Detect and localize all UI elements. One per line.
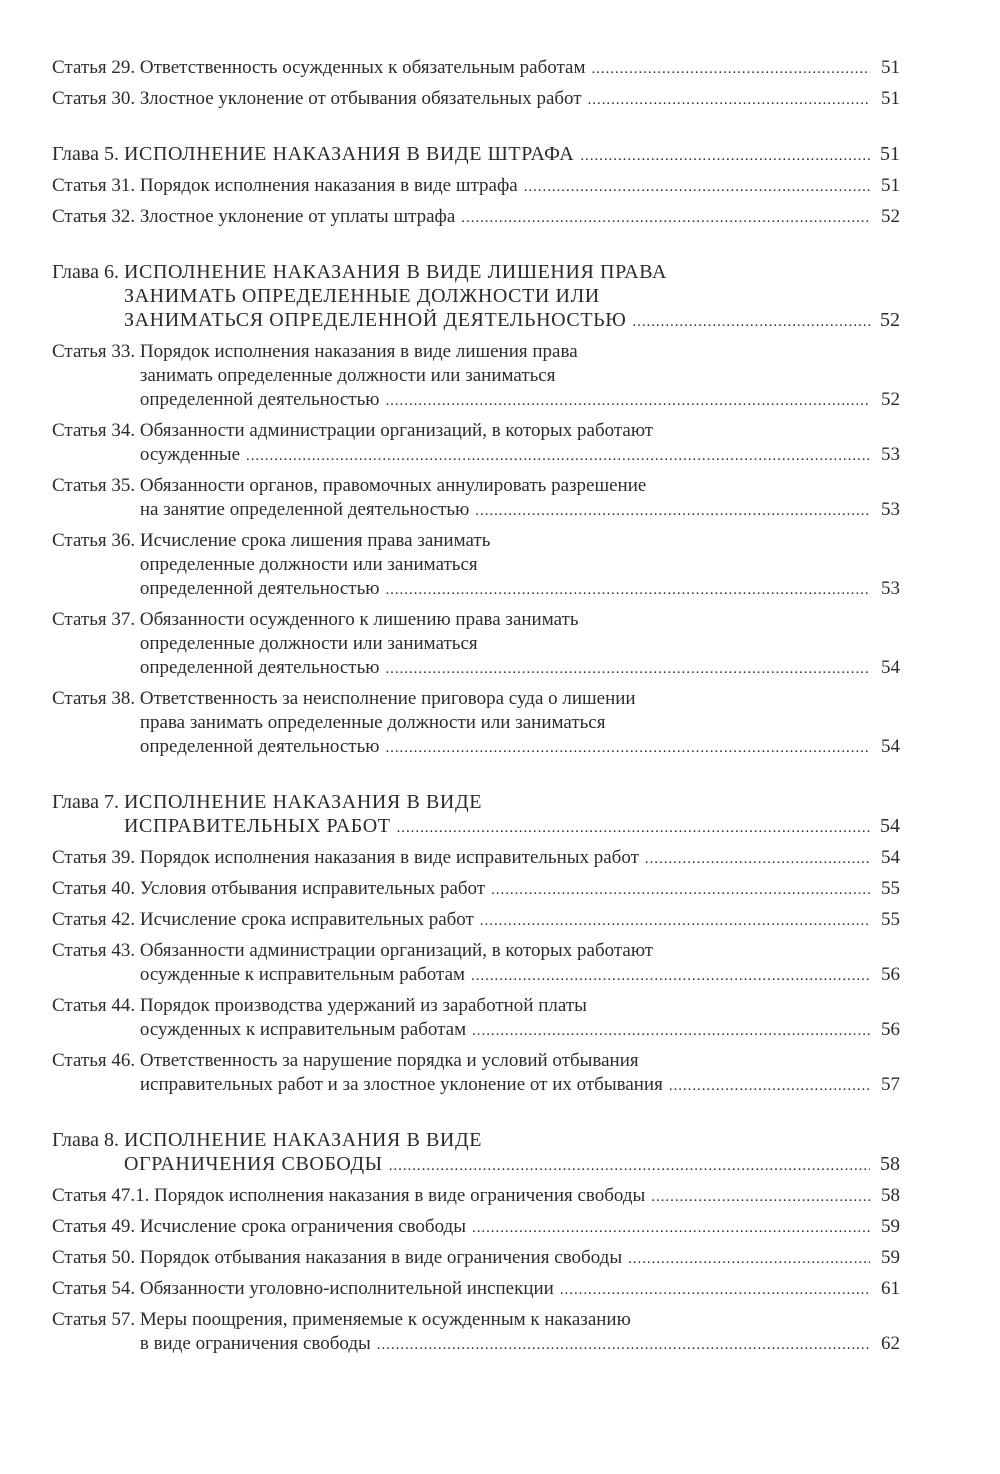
entry-title-line: Порядок исполнения наказания в виде штрафа xyxy=(139,175,518,196)
entry-title-line: определенной деятельностью xyxy=(139,736,380,757)
entry-title-line: Обязанности администрации организаций, в которых работают xyxy=(139,940,654,961)
page-number: 51 xyxy=(881,57,900,78)
dot-leader xyxy=(632,310,870,334)
dot-leader xyxy=(560,1278,870,1302)
toc-section xyxy=(52,260,900,760)
toc-article-entry xyxy=(52,687,900,760)
article-number: Статья 31. xyxy=(52,175,140,196)
entry-title-line: Порядок отбывания наказания в виде ограничения свободы xyxy=(139,1247,623,1268)
entry-title-line: в виде ограничения свободы xyxy=(139,1333,371,1354)
article-number: Статья 43. xyxy=(52,940,140,961)
page-number: 52 xyxy=(881,206,900,227)
entry-title-line: Обязанности осужденного к лишению права занимать xyxy=(139,609,579,630)
article-number: Статья 36. xyxy=(52,530,140,551)
page-number: 59 xyxy=(881,1216,900,1237)
entry-title-line: ИСПОЛНЕНИЕ НАКАЗАНИЯ В ВИДЕ xyxy=(123,791,483,813)
dot-leader xyxy=(472,1216,870,1240)
article-number: Статья 37. xyxy=(52,609,140,630)
dot-leader xyxy=(475,499,870,523)
page-number: 51 xyxy=(881,175,900,196)
toc-article-entry xyxy=(52,877,900,902)
entry-title-line: определенной деятельностью xyxy=(139,578,380,599)
article-number: Статья 38. xyxy=(52,688,140,709)
toc-article-entry xyxy=(52,474,900,523)
page-number: 52 xyxy=(880,309,900,331)
page-number: 55 xyxy=(881,909,900,930)
dot-leader xyxy=(385,578,870,602)
page-number: 54 xyxy=(880,815,900,837)
entry-title-line: Обязанности администрации организаций, в которых работают xyxy=(139,420,654,441)
toc-article-entry xyxy=(52,1246,900,1271)
dot-leader xyxy=(480,909,870,933)
table-of-contents xyxy=(52,56,900,1387)
toc-section xyxy=(52,56,900,112)
dot-leader xyxy=(461,206,870,230)
toc-chapter-entry xyxy=(52,1128,900,1178)
dot-leader xyxy=(580,144,870,168)
page-number: 56 xyxy=(881,964,900,985)
toc-article-entry xyxy=(52,205,900,230)
entry-title-line: Обязанности органов, правомочных аннулировать разрешение xyxy=(139,475,647,496)
article-number: Статья 57. xyxy=(52,1309,140,1330)
entry-title-line: Условия отбывания исправительных работ xyxy=(139,878,486,899)
toc-article-entry xyxy=(52,174,900,199)
dot-leader xyxy=(491,878,870,902)
page-number: 59 xyxy=(881,1247,900,1268)
entry-title-line: Ответственность за нарушение порядка и условий отбывания xyxy=(139,1050,639,1071)
entry-title-line: определенной деятельностью xyxy=(139,389,380,410)
toc-article-entry xyxy=(52,608,900,681)
dot-leader xyxy=(385,389,870,413)
article-number: Статья 30. xyxy=(52,88,140,109)
page-number: 58 xyxy=(881,1185,900,1206)
page-number: 54 xyxy=(881,736,900,757)
page-number: 55 xyxy=(881,878,900,899)
dot-leader xyxy=(651,1185,870,1209)
entry-title-line: Злостное уклонение от отбывания обязательных работ xyxy=(139,88,582,109)
toc-article-entry xyxy=(52,419,900,468)
entry-title-line: Ответственность за неисполнение приговора суда о лишении xyxy=(139,688,636,709)
entry-title-line: исправительных работ и за злостное уклонение от их отбывания xyxy=(139,1074,663,1095)
entry-title-line: определенной деятельностью xyxy=(139,657,380,678)
article-number: Статья 35. xyxy=(52,475,140,496)
page-number: 53 xyxy=(881,578,900,599)
page-number: 58 xyxy=(880,1153,900,1175)
article-number: Статья 54. xyxy=(52,1278,140,1299)
toc-chapter-entry xyxy=(52,142,900,168)
dot-leader xyxy=(471,964,870,988)
toc-article-entry xyxy=(52,939,900,988)
entry-title-line: на занятие определенной деятельностью xyxy=(139,499,470,520)
toc-article-entry xyxy=(52,1184,900,1209)
dot-leader xyxy=(385,736,870,760)
entry-title-line: Исчисление срока ограничения свободы xyxy=(139,1216,466,1237)
entry-title-line: Исчисление срока исправительных работ xyxy=(139,909,474,930)
dot-leader xyxy=(591,57,870,81)
entry-title-line: осужденных к исправительным работам xyxy=(139,1019,467,1040)
toc-article-entry xyxy=(52,1277,900,1302)
entry-title-line: Меры поощрения, применяемые к осужденным к наказанию xyxy=(139,1309,631,1330)
chapter-number: Глава 8. xyxy=(52,1129,124,1151)
entry-title-line: ИСПОЛНЕНИЕ НАКАЗАНИЯ В ВИДЕ ШТРАФА xyxy=(123,143,575,165)
entry-title-line: ИСПОЛНЕНИЕ НАКАЗАНИЯ В ВИДЕ ЛИШЕНИЯ ПРАВА xyxy=(123,261,668,283)
dot-leader xyxy=(389,1154,870,1178)
entry-title-line: определенные должности или заниматься xyxy=(139,554,478,575)
dot-leader xyxy=(588,88,870,112)
article-number: Статья 33. xyxy=(52,341,140,362)
article-number: Статья 50. xyxy=(52,1247,140,1268)
toc-section xyxy=(52,790,900,1098)
entry-title-line: ИСПОЛНЕНИЕ НАКАЗАНИЯ В ВИДЕ xyxy=(123,1129,483,1151)
page-number: 57 xyxy=(881,1074,900,1095)
page-number: 51 xyxy=(881,88,900,109)
toc-article-entry xyxy=(52,56,900,81)
toc-chapter-entry xyxy=(52,260,900,334)
page-number: 53 xyxy=(881,499,900,520)
entry-title-line: Порядок исполнения наказания в виде лишения права xyxy=(139,341,578,362)
dot-leader xyxy=(645,847,870,871)
article-number: Статья 42. xyxy=(52,909,140,930)
article-number: Статья 40. xyxy=(52,878,140,899)
dot-leader xyxy=(377,1333,870,1357)
entry-title-line: ОГРАНИЧЕНИЯ СВОБОДЫ xyxy=(123,1153,383,1175)
page-number: 53 xyxy=(881,444,900,465)
article-number: Статья 34. xyxy=(52,420,140,441)
page-number: 51 xyxy=(880,143,900,165)
entry-title-line: ЗАНИМАТЬ ОПРЕДЕЛЕННЫЕ ДОЛЖНОСТИ ИЛИ xyxy=(123,285,600,307)
page-number: 54 xyxy=(881,847,900,868)
entry-title-line: Обязанности уголовно-исполнительной инспекции xyxy=(139,1278,554,1299)
entry-title-line: права занимать определенные должности или заниматься xyxy=(139,712,606,733)
toc-article-entry xyxy=(52,87,900,112)
entry-title-line: осужденные к исправительным работам xyxy=(139,964,466,985)
toc-article-entry xyxy=(52,1049,900,1098)
article-number: Статья 39. xyxy=(52,847,140,868)
entry-title-line: занимать определенные должности или заниматься xyxy=(139,365,556,386)
page-number: 56 xyxy=(881,1019,900,1040)
chapter-number: Глава 7. xyxy=(52,791,124,813)
entry-title-line: Порядок исполнения наказания в виде ограничения свободы xyxy=(154,1185,646,1206)
dot-leader xyxy=(628,1247,870,1271)
article-number: Статья 47.1. xyxy=(52,1185,155,1206)
entry-title-line: Порядок исполнения наказания в виде исправительных работ xyxy=(139,847,639,868)
entry-title-line: ИСПРАВИТЕЛЬНЫХ РАБОТ xyxy=(123,815,391,837)
page-number: 54 xyxy=(881,657,900,678)
dot-leader xyxy=(669,1074,870,1098)
page-number: 61 xyxy=(881,1278,900,1299)
article-number: Статья 32. xyxy=(52,206,140,227)
chapter-number: Глава 5. xyxy=(52,143,124,165)
toc-article-entry xyxy=(52,1215,900,1240)
page-number: 62 xyxy=(881,1333,900,1354)
dot-leader xyxy=(397,816,870,840)
toc-article-entry xyxy=(52,340,900,413)
dot-leader xyxy=(472,1019,870,1043)
dot-leader xyxy=(524,175,870,199)
toc-section xyxy=(52,142,900,230)
article-number: Статья 44. xyxy=(52,995,140,1016)
toc-chapter-entry xyxy=(52,790,900,840)
toc-article-entry xyxy=(52,908,900,933)
toc-article-entry xyxy=(52,1308,900,1357)
entry-title-line: Ответственность осужденных к обязательным работам xyxy=(139,57,586,78)
toc-article-entry xyxy=(52,994,900,1043)
page-number: 52 xyxy=(881,389,900,410)
entry-title-line: определенные должности или заниматься xyxy=(139,633,478,654)
article-number: Статья 29. xyxy=(52,57,140,78)
entry-title-line: осужденные xyxy=(139,444,241,465)
dot-leader xyxy=(385,657,870,681)
dot-leader xyxy=(246,444,870,468)
entry-title-line: Злостное уклонение от уплаты штрафа xyxy=(139,206,456,227)
entry-title-line: Исчисление срока лишения права занимать xyxy=(139,530,491,551)
article-number: Статья 49. xyxy=(52,1216,140,1237)
toc-section xyxy=(52,1128,900,1357)
chapter-number: Глава 6. xyxy=(52,261,124,283)
toc-article-entry xyxy=(52,529,900,602)
article-number: Статья 46. xyxy=(52,1050,140,1071)
toc-article-entry xyxy=(52,846,900,871)
entry-title-line: ЗАНИМАТЬСЯ ОПРЕДЕЛЕННОЙ ДЕЯТЕЛЬНОСТЬЮ xyxy=(123,309,627,331)
entry-title-line: Порядок производства удержаний из заработной платы xyxy=(139,995,587,1016)
